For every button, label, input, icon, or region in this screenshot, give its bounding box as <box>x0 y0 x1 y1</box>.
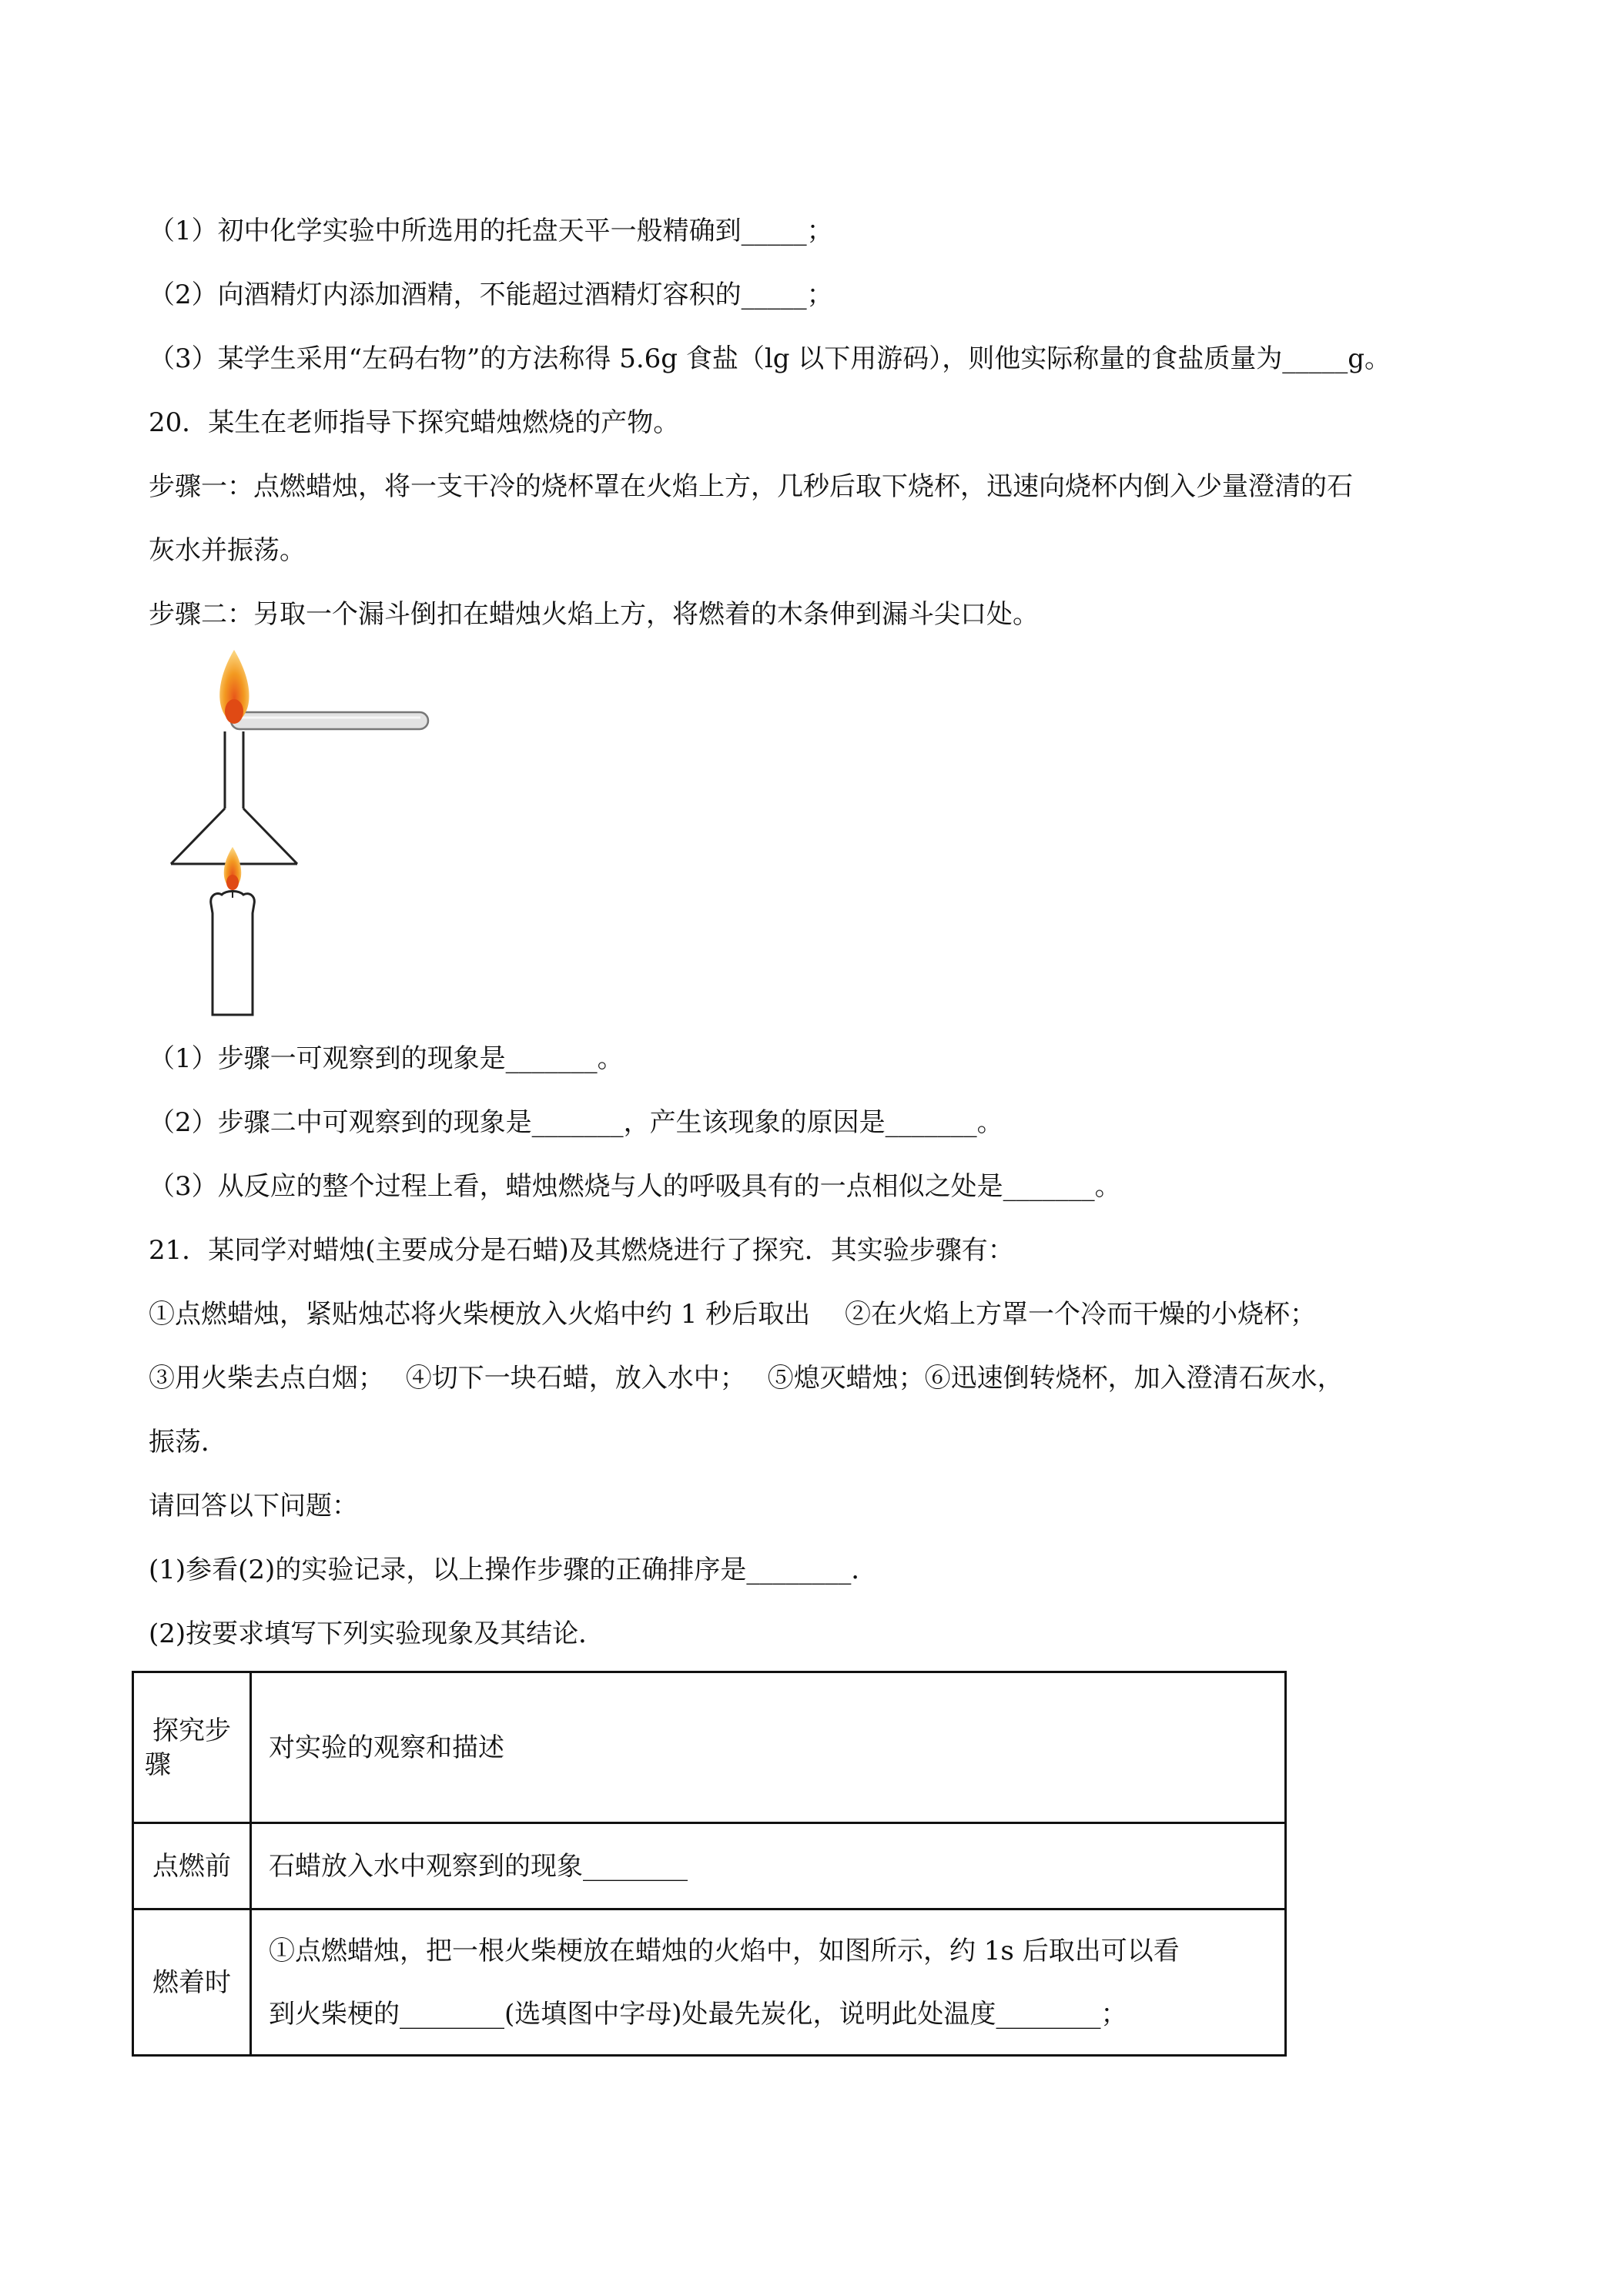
q21-prompt: 请回答以下问题： <box>149 1491 358 1521</box>
row1-observation-cell: 石蜡放入水中观察到的现象________ <box>251 1823 1286 1909</box>
q21-steps-line3: 振荡． <box>149 1427 227 1458</box>
q20-sub1: （1）步骤一可观察到的现象是_______。 <box>149 1043 624 1074</box>
header-step-cell <box>133 1672 251 1823</box>
q21-title: 21．某同学对蜡烛(主要成分是石蜡)及其燃烧进行了探究．其实验步骤有： <box>149 1235 1014 1266</box>
q21-sub1: (1)参看(2)的实验记录，以上操作步骤的正确排序是________． <box>149 1555 878 1585</box>
header-observation-cell: 对实验的观察和描述 <box>251 1672 1286 1823</box>
q19-sub2: （2）向酒精灯内添加酒精，不能超过酒精灯容积的_____； <box>149 279 833 310</box>
funnel-candle-diagram <box>154 647 447 1024</box>
q20-title: 20．某生在老师指导下探究蜡烛燃烧的产物。 <box>149 407 680 438</box>
table-header-row <box>133 1672 1286 1823</box>
q20-step2: 步骤二：另取一个漏斗倒扣在蜡烛火焰上方，将燃着的木条伸到漏斗尖口处。 <box>149 599 1039 630</box>
row2-observation-line2: 到火柴梗的________(选填图中字母)处最先炭化，说明此处温度________； <box>269 1998 1127 2030</box>
splint-flame-icon <box>219 650 249 724</box>
wooden-splint <box>231 712 428 729</box>
q21-steps-line2: ③用火柴去点白烟； ④切下一块石蜡，放入水中； ⑤熄灭蜡烛；⑥迅速倒转烧杯，加入澄清石灰水， <box>149 1363 1344 1394</box>
row2-observation-cell <box>251 1909 1286 2056</box>
q20-sub2: （2）步骤二中可观察到的现象是_______，产生该现象的原因是_______。 <box>149 1107 1003 1138</box>
candle-flame-icon <box>224 847 242 890</box>
row2-observation-line1: ①点燃蜡烛，把一根火柴梗放在蜡烛的火焰中，如图所示，约 1s 后取出可以看 <box>269 1935 1180 1966</box>
table-row <box>133 1823 1286 1909</box>
experiment-table <box>132 1671 1287 2057</box>
q20-step1-line2: 灰水并振荡。 <box>149 535 306 566</box>
row2-step-cell: 燃着时 <box>133 1909 251 2056</box>
q21-sub2: (2)按要求填写下列实验现象及其结论． <box>149 1618 605 1649</box>
row1-step-cell: 点燃前 <box>133 1823 251 1909</box>
q20-sub3: （3）从反应的整个过程上看，蜡烛燃烧与人的呼吸具有的一点相似之处是_______。 <box>149 1171 1121 1202</box>
inverted-funnel <box>171 731 297 864</box>
q19-sub3: （3）某学生采用“左码右物”的方法称得 5.6g 食盐（lg 以下用游码），则他实际称量的食盐质量为_____g。 <box>149 343 1391 374</box>
q21-steps-line1: ①点燃蜡烛，紧贴烛芯将火柴梗放入火焰中约 1 秒后取出 ②在火焰上方罩一个冷而干燥的小烧杯； <box>149 1299 1317 1330</box>
candle <box>211 890 255 1015</box>
header-step-line1: 探究步 <box>152 1715 231 1746</box>
header-step-line2: 骤 <box>145 1749 171 1780</box>
q20-step1-line1: 步骤一：点燃蜡烛，将一支干冷的烧杯罩在火焰上方，几秒后取下烧杯，迅速向烧杯内倒入少量澄清的石 <box>149 471 1353 502</box>
table-row <box>133 1909 1286 2056</box>
q19-sub1: （1）初中化学实验中所选用的托盘天平一般精确到_____； <box>149 216 833 246</box>
